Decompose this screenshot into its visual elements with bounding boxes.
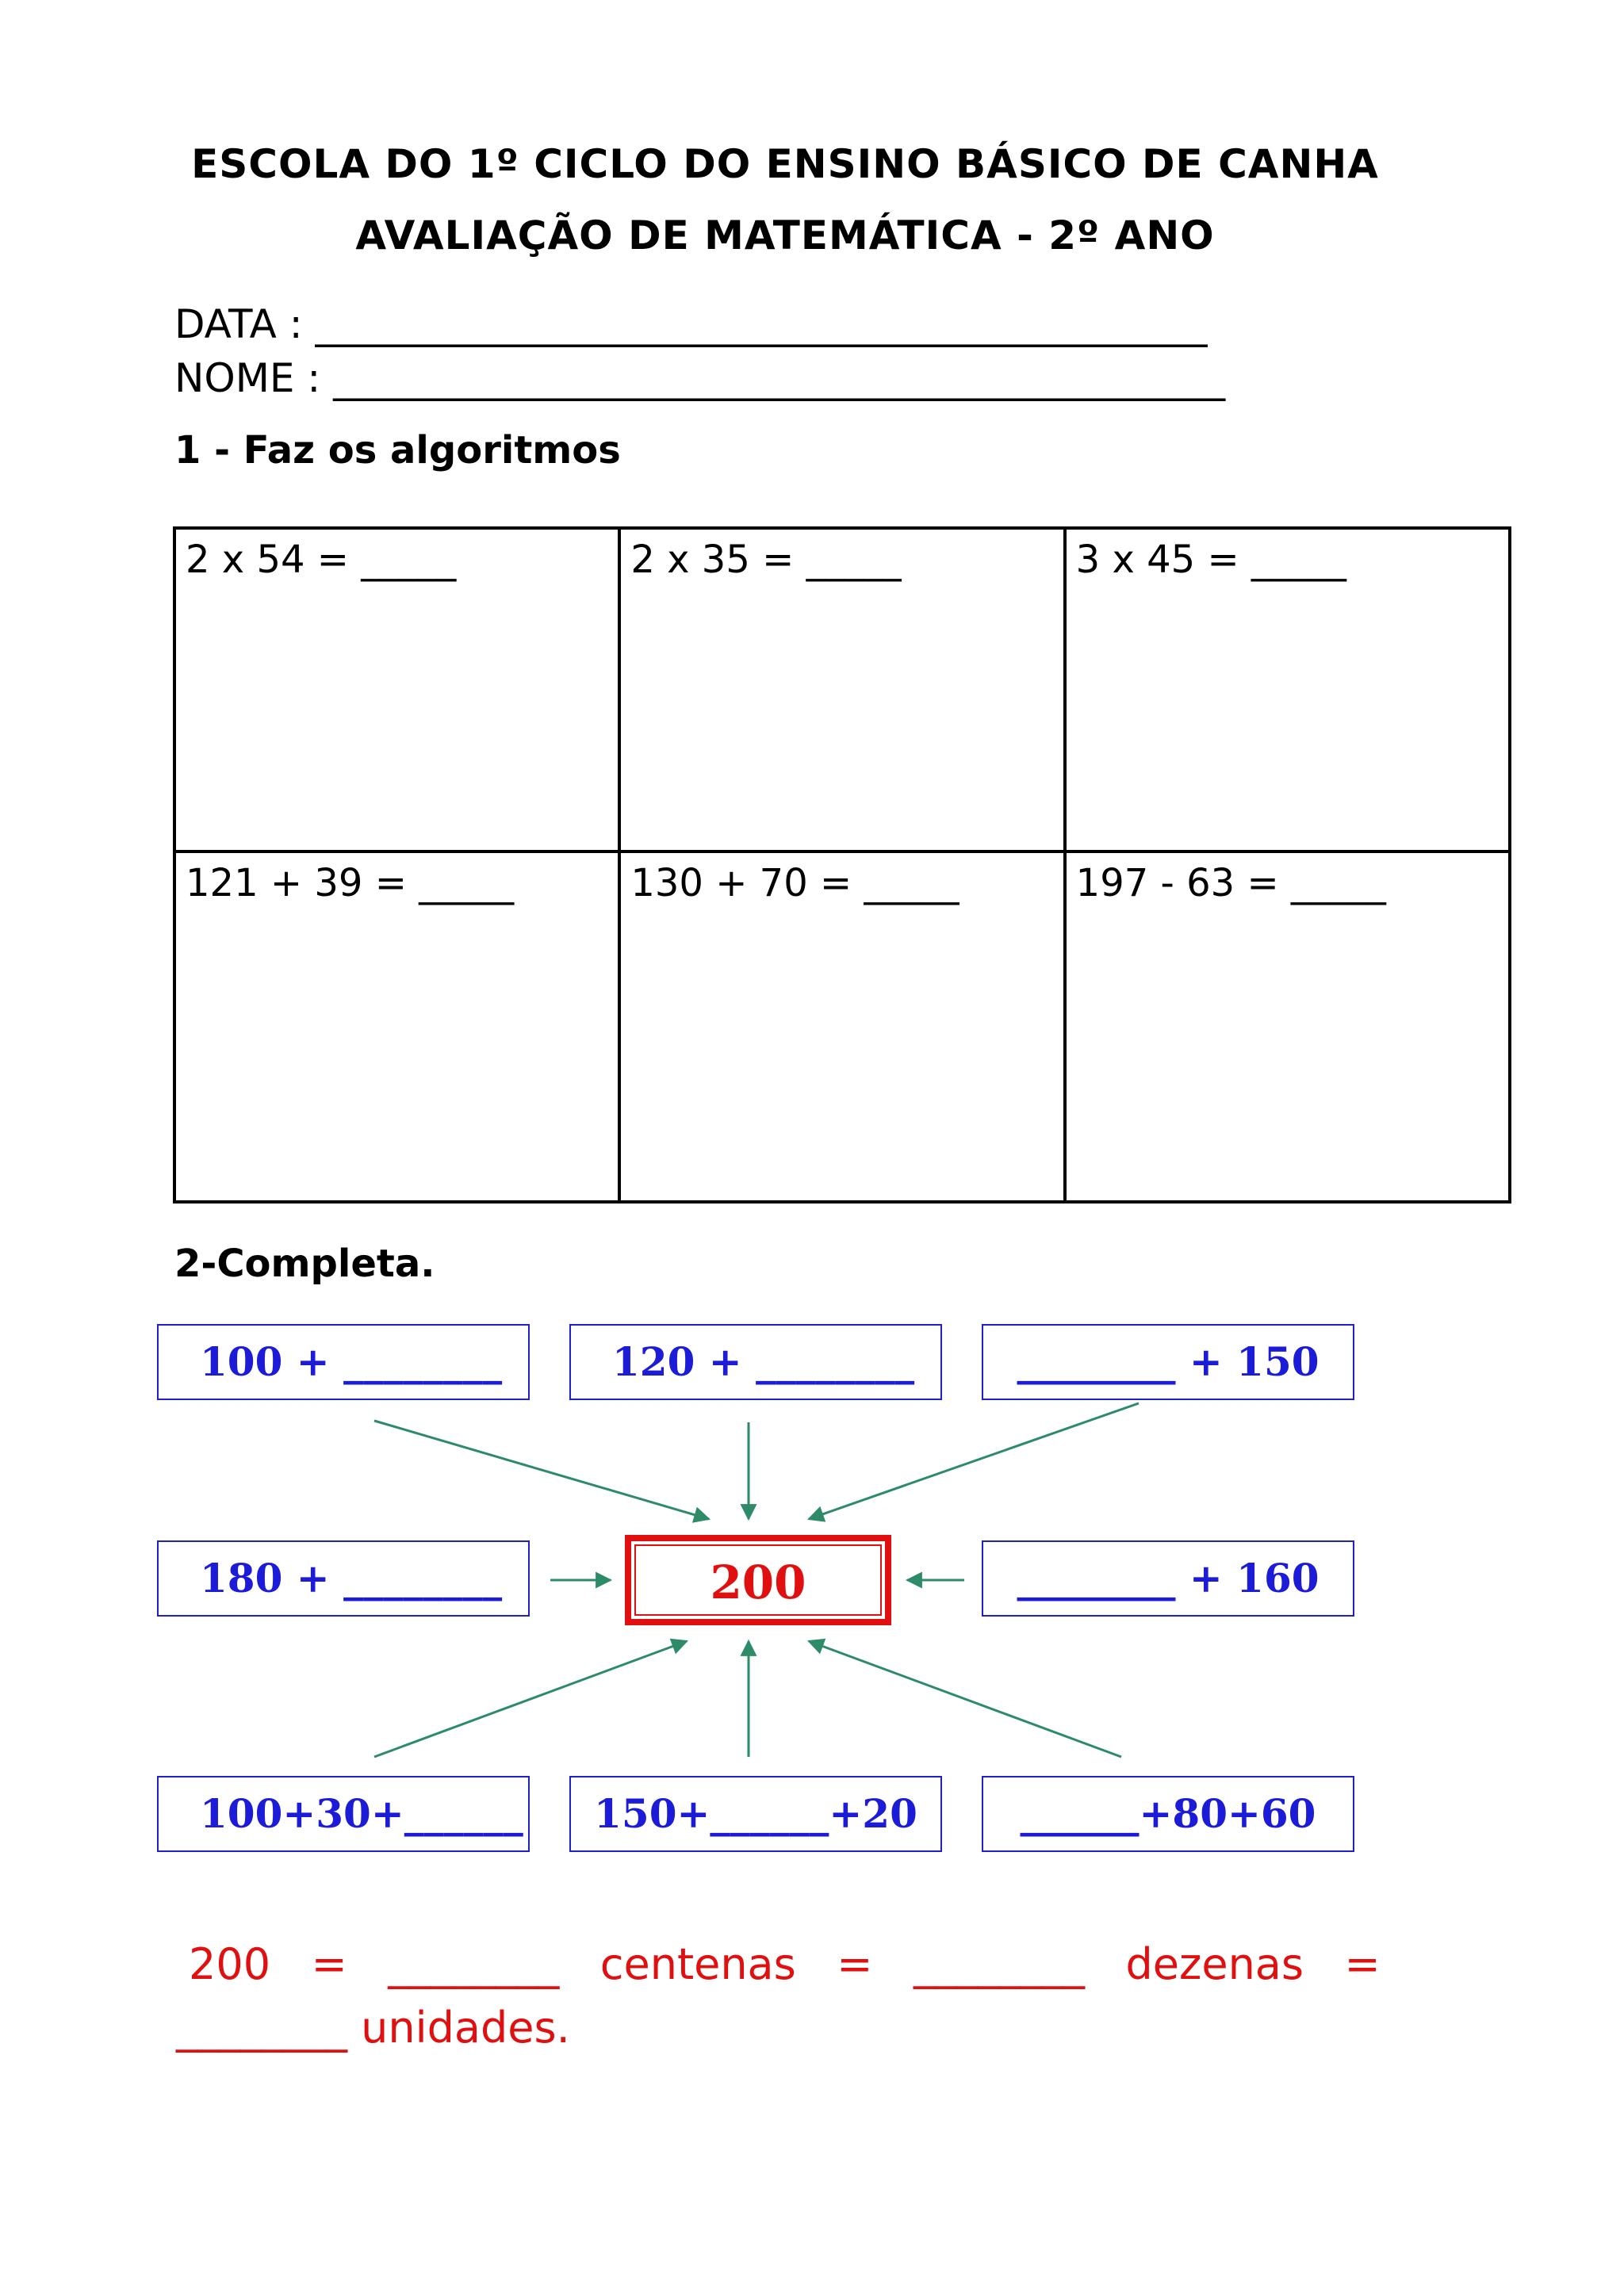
middle-right-box[interactable]: ________ + 160 xyxy=(982,1540,1354,1617)
question-1-title: 1 - Faz os algoritmos xyxy=(174,428,621,473)
name-field[interactable]: NOME : _____________________________________________ xyxy=(174,355,1226,401)
bottom-box-2[interactable]: 150+______+20 xyxy=(569,1776,942,1852)
arrow xyxy=(374,1641,687,1757)
top-box-1[interactable]: 100 + ________ xyxy=(157,1324,530,1400)
bottom-box-1[interactable]: 100+30+______ xyxy=(157,1776,530,1852)
bottom-box-3[interactable]: ______+80+60 xyxy=(982,1776,1354,1852)
arrow xyxy=(809,1641,1121,1757)
school-title: ESCOLA DO 1º CICLO DO ENSINO BÁSICO DE CANHA xyxy=(191,141,1379,187)
table-cell[interactable]: 121 + 39 = _____ xyxy=(174,851,619,1202)
middle-left-box[interactable]: 180 + ________ xyxy=(157,1540,530,1617)
table-cell[interactable]: 2 x 35 = _____ xyxy=(619,528,1064,851)
question-2-title: 2-Completa. xyxy=(174,1242,435,1286)
center-value: 200 xyxy=(634,1544,882,1616)
table-cell[interactable]: 197 - 63 = _____ xyxy=(1065,851,1510,1202)
date-field[interactable]: DATA : _____________________________________________ xyxy=(174,301,1208,347)
table-cell[interactable]: 130 + 70 = _____ xyxy=(619,851,1064,1202)
table-cell[interactable]: 3 x 45 = _____ xyxy=(1065,528,1510,851)
top-box-2[interactable]: 120 + ________ xyxy=(569,1324,942,1400)
place-value-sentence-line-1[interactable]: 200 = ________ centenas = ________ dezenas = xyxy=(189,1939,1381,1989)
table-cell[interactable]: 2 x 54 = _____ xyxy=(174,528,619,851)
test-subtitle: AVALIAÇÃO DE MATEMÁTICA - 2º ANO xyxy=(355,212,1215,258)
place-value-sentence-line-2[interactable]: ________ unidades. xyxy=(176,2003,570,2053)
center-target-box xyxy=(625,1535,891,1625)
arrow xyxy=(374,1421,709,1519)
top-box-3[interactable]: ________ + 150 xyxy=(982,1324,1354,1400)
arrow xyxy=(809,1403,1139,1519)
